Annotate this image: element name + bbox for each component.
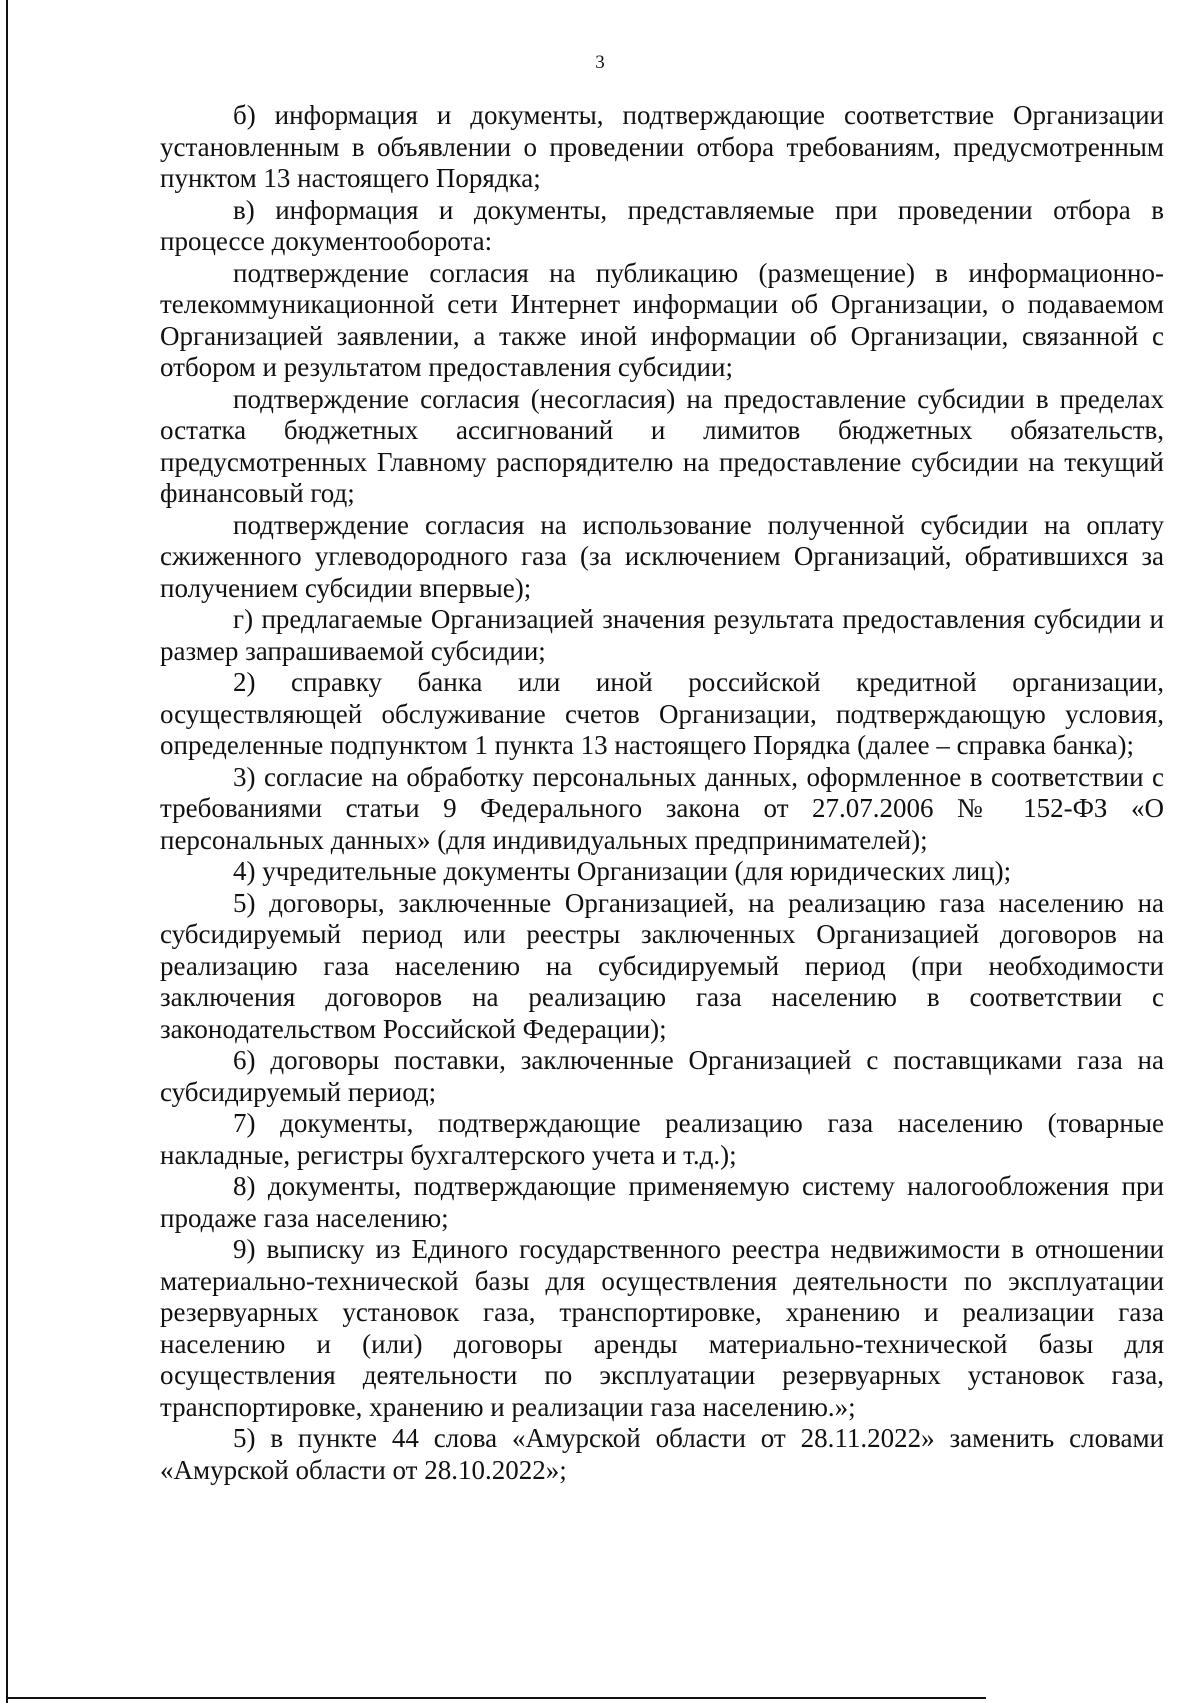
paragraph-item-7: 7) документы, подтверждающие реализацию газа населению (товарные накладные, регистры бухгалтерского учета и т.д.);: [160, 1108, 1164, 1170]
paragraph-item-4: 4) учредительные документы Организации (для юридических лиц);: [233, 856, 1012, 886]
paragraph-consent-publication: подтверждение согласия на публикацию (размещение) в информационно-телекоммуникационной сети Интернет информации об Организации, о подаваемом Организацией заявлении, а также иной информации об Организации, связанной с отбором и результатом предоставления субсидии;: [160, 257, 1164, 382]
paragraph-item-2: 2) справку банка или иной российской кредитной организации, осуществляющей обслуживание счетов Организации, подтверждающую условия, определенные подпунктом 1 пункта 13 настоящего Порядка (далее – справка банка);: [160, 667, 1164, 760]
paragraph-g: г) предлагаемые Организацией значения результата предоставления субсидии и размер запрашиваемой субсидии;: [160, 604, 1164, 666]
paragraph-consent-usage: подтверждение согласия на использование полученной субсидии на оплату сжиженного углеводородного газа (за исключением Организаций, обратившихся за получением субсидии впервые);: [160, 509, 1164, 603]
paragraph-consent-limits: подтверждение согласия (несогласия) на предоставление субсидии в пределах остатка бюджетных ассигнований и лимитов бюджетных обязательств, предусмотренных Главному распорядителю на предоставление субсидии на текущий финансовый год;: [160, 383, 1164, 508]
paragraph-item-8: 8) документы, подтверждающие применяемую систему налогообложения при продаже газа населению;: [160, 1171, 1164, 1233]
scan-edge-bottom: [6, 1697, 986, 1699]
page-number: 3: [595, 52, 605, 73]
scan-edge-left: [6, 0, 8, 1703]
paragraph-item-5: 5) договоры, заключенные Организацией, на реализацию газа населению на субсидируемый период или реестры заключенных Организацией договоров на реализацию газа населению на субсидируемый период (при необходимости заключения договоров на реализацию газа населению в соответствии с законодательством Российской Федерации);: [160, 887, 1164, 1044]
paragraph-amendment-5: 5) в пункте 44 слова «Амурской области от 28.11.2022» заменить словами «Амурской области от 28.10.2022»;: [160, 1423, 1164, 1485]
paragraph-item-3: 3) согласие на обработку персональных данных, оформленное в соответствии с требованиями статьи 9 Федерального закона от 27.07.2006 № 152-ФЗ «О персональных данных» (для индивидуальных предпринимателей);: [160, 761, 1164, 855]
paragraph-item-9: 9) выписку из Единого государственного реестра недвижимости в отношении материально-технической базы для осуществления деятельности по эксплуатации резервуарных установок газа, транспортировке, хранению и реализации газа населению и (или) договоры аренды материально-технической базы для осуществления деятельности по эксплуатации резервуарных установок газа, транспортировке, хранению и реализации газа населению.»;: [160, 1234, 1164, 1422]
paragraph-v: в) информация и документы, представляемые при проведении отбора в процессе документооборота:: [160, 194, 1164, 256]
document-body: [160, 100, 1164, 1486]
paragraph-item-6: 6) договоры поставки, заключенные Организацией с поставщиками газа на субсидируемый период;: [160, 1045, 1164, 1107]
paragraph-b: б) информация и документы, подтверждающие соответствие Организации установленным в объявлении о проведении отбора требованиям, предусмотренным пунктом 13 настоящего Порядка;: [160, 100, 1164, 193]
